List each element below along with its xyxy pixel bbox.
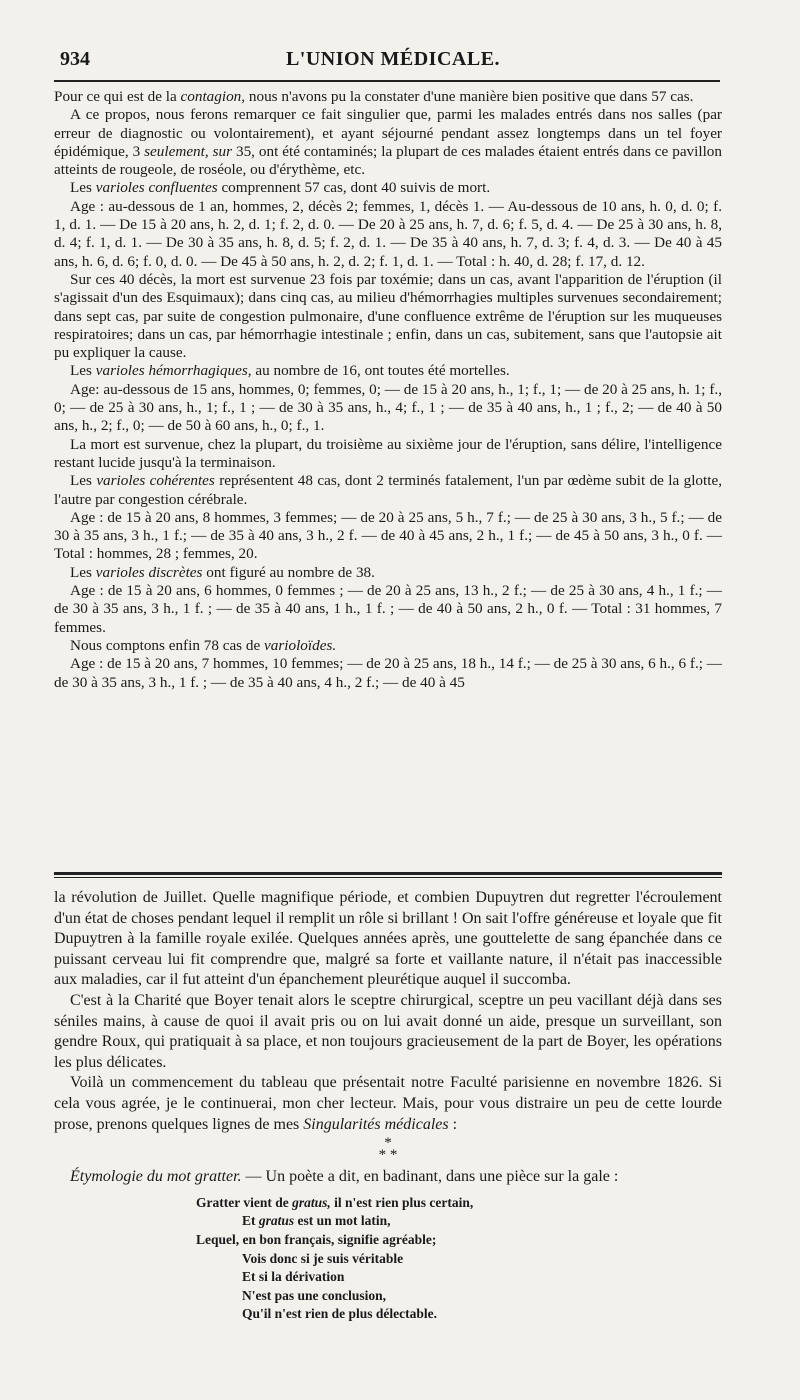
paragraph-revolution: la révolution de Juillet. Quelle magnifique période, et combien Dupuytren dut regretter l'écroulement d'un état de choses pendant lequel il remplit un rôle si brillant ! On sait l'offre généreuse et loyale que fit Dupuytren à la famille royale exilée. Quelques années après, une gouttelette de sang épanchée dans ce puissant cerveau lui fit comprendre que, malgré sa forte et vaillante nature, il n'était pas inaccessible aux maladies, car il fut atteint d'un épanchement pleurétique auquel il succomba. bbox=[54, 889, 722, 989]
paragraph-confluentes-ages: Age : au-dessous de 1 an, hommes, 2, décès 2; femmes, 1, décès 1. — Au-dessous de 10 ans, h. 0, d. 0; f. 1, d. 1. — De 15 à 20 ans, h. 2, d. 1; f. 2, d. 0. — De 20 à 25 ans, h. 7, d. 6; f. 5, d. 4. — De 25 à 30 ans, h. 8, d. 4; f. 1, d. 1. — De 30 à 35 ans, h. 8, d. 5; f. 2, d. 1. — De 35 à 40 ans, h. 7, d. 3; f. 4, d. 3. — De 40 à 45 ans, h. 6, d. 6; f. 0, d. 0. — De 45 à 50 ans, h. 2, d. 2; f. 1, d. 1. — Total : h. 40, d. 28; f. 17, d. 12. bbox=[54, 197, 722, 270]
paragraph-deces: Sur ces 40 décès, la mort est survenue 23 fois par toxémie; dans un cas, avant l'apparition de l'éruption (il s'agissait d'un des Esquimaux); dans cinq cas, au milieu d'hémorrhagies multiples survenues secondairement; dans sept cas, par suite de congestion pulmonaire, d'une confluence extrême de l'éruption sur les muqueuses respiratoires; dans un cas, par hémorrhagie intestinale ; enfin, dans un cas, subitement, sans que l'autopsie ait pu expliquer la cause. bbox=[54, 270, 722, 362]
paragraph-propos: A ce propos, nous ferons remarquer ce fait singulier que, parmi les malades entrés dans nos salles (par erreur de diagnostic ou volontairement), et ayant séjourné pendant assez longtemps dans un tel foyer épidémique, 3 seulement, sur 35, ont été contaminés; la plupart de ces malades étaient entrés dans ce pavillon atteints de rougeole, de roséole, ou d'érythème, etc. bbox=[54, 106, 722, 179]
paragraph-charite: C'est à la Charité que Boyer tenait alors le sceptre chirurgical, sceptre un peu vacillant déjà dans ses séniles mains, à cause de quoi il avait pris ou on lui avait donné un aide, presque un surveillant, son gendre Roux, qui pratiquait à sa place, et non toujours gracieusement de la part de Boyer, les opérations les plus délicates. bbox=[54, 991, 722, 1071]
paragraph-hemorrhagiques-ages: Age: au-dessous de 15 ans, hommes, 0; femmes, 0; — de 15 à 20 ans, h., 1; f., 1; — de 20 à 25 ans, h. 1; f., 0; — de 25 à 30 ans, h., 1; f., 1 ; — de 30 à 35 ans, h., 4; f., 1 ; — de 35 à 40 ans, h., 1 ; f., 2; — de 40 à 50 ans, h., 2; f., 0; — de 50 à 60 ans, h., 0; f., 1. bbox=[54, 380, 722, 435]
paragraph-varioloides: Nous comptons enfin 78 cas de varioloïdes. bbox=[70, 636, 337, 654]
feuilleton-rule bbox=[54, 872, 722, 875]
paragraph-etymologie: Étymologie du mot gratter. — Un poète a dit, en badinant, dans une pièce sur la gale : bbox=[70, 1168, 619, 1186]
paragraph-tableau: Voilà un commencement du tableau que présentait notre Faculté parisienne en novembre 1826. Si cela vous agrée, je le continuerai, mon cher lecteur. Mais, pour vous distraire un peu de cette lourde prose, prenons quelques lignes de mes Singularités médicales : bbox=[54, 1074, 722, 1133]
running-title: L'UNION MÉDICALE. bbox=[285, 48, 501, 70]
paragraph-hemorrhagiques: Les varioles hémorrhagiques, au nombre de 16, ont toutes été mortelles. bbox=[70, 362, 510, 380]
paragraph-mort: La mort est survenue, chez la plupart, du troisième au sixième jour de l'éruption, sans délire, l'intelligence restant lucide jusqu'à la terminaison. bbox=[54, 435, 722, 471]
feuilleton-rule-thin bbox=[54, 877, 722, 878]
page-header bbox=[60, 44, 726, 74]
poem bbox=[54, 1194, 722, 1324]
header-rule bbox=[54, 80, 720, 82]
paragraph-confluentes: Les varioles confluentes comprennent 57 cas, dont 40 suivis de mort. bbox=[70, 179, 491, 197]
upper-column bbox=[54, 88, 722, 692]
poem-line: Qu'il n'est rien de plus délectable. bbox=[242, 1306, 438, 1322]
paragraph-discretes-ages: Age : de 15 à 20 ans, 6 hommes, 0 femmes ; — de 20 à 25 ans, 13 h., 2 f.; — de 25 à 30 ans, 4 h., 1 f.; — de 30 à 35 ans, 3 h., 1 f. ; — de 35 à 40 ans, 1 h., 1 f. ; — de 40 à 50 ans, 2 h., 0 f. — Total : 31 hommes, 7 femmes. bbox=[54, 582, 722, 636]
paragraph-varioloides-ages: Age : de 15 à 20 ans, 7 hommes, 10 femmes; — de 20 à 25 ans, 18 h., 14 f.; — de 25 à 30 ans, 6 h., 6 f.; — de 30 à 35 ans, 3 h., 1 f. ; — de 35 à 40 ans, 4 h., 2 f.; — de 40 à 45 bbox=[54, 655, 722, 691]
page-number: 934 bbox=[60, 48, 90, 70]
poem-line: Vois donc si je suis véritable bbox=[242, 1250, 404, 1266]
poem-line: Lequel, en bon français, signifie agréable; bbox=[196, 1231, 437, 1247]
paragraph-discretes: Les varioles discrètes ont figuré au nombre de 38. bbox=[70, 563, 375, 581]
paragraph-contagion: Pour ce qui est de la contagion, nous n'avons pu la constater d'une manière bien positive que dans 57 cas. bbox=[54, 88, 694, 105]
poem-line: Et gratus est un mot latin, bbox=[242, 1213, 391, 1229]
poem-line: Et si la dérivation bbox=[242, 1269, 345, 1285]
poem-line: N'est pas une conclusion, bbox=[242, 1287, 387, 1303]
paragraph-coherentes: Les varioles cohérentes représentent 48 cas, dont 2 terminés fatalement, l'un par œdème subit de la glotte, l'autre par congestion cérébrale. bbox=[54, 472, 722, 508]
poem-line: Gratter vient de gratus, il n'est rien plus certain, bbox=[196, 1194, 474, 1210]
asterism: * * * bbox=[378, 1135, 398, 1164]
paragraph-coherentes-ages: Age : de 15 à 20 ans, 8 hommes, 3 femmes; — de 20 à 25 ans, 5 h., 7 f.; — de 25 à 30 ans, 3 h., 5 f.; — de 30 à 35 ans, 3 h., 1 f.; — de 35 à 40 ans, 3 h., 2 f. — de 40 à 45 ans, 2 h., 1 f.; — de 45 à 50 ans, 3 h., 0 f. — Total : hommes, 28 ; femmes, 20. bbox=[54, 508, 722, 563]
feuilleton-column bbox=[54, 888, 722, 1324]
